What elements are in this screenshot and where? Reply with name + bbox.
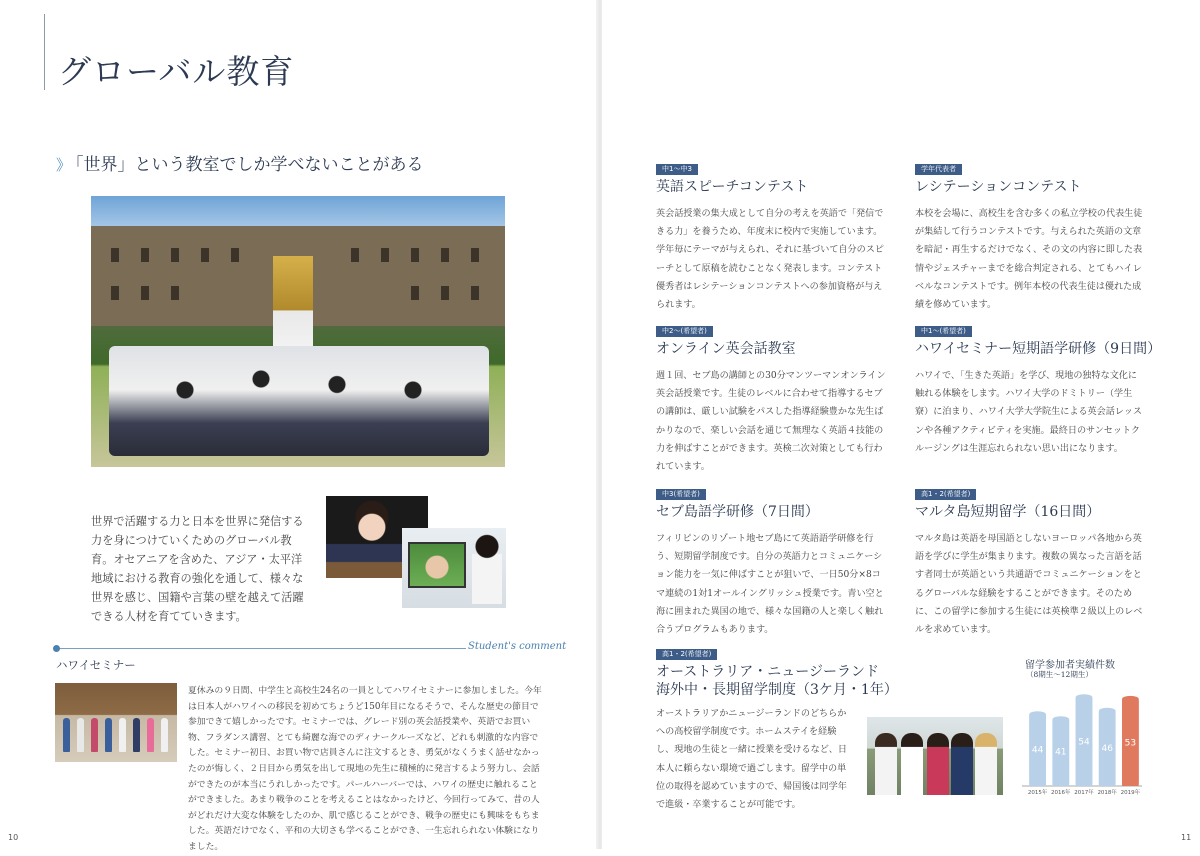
program-badge: 中1〜中3	[656, 164, 698, 175]
program-title-line2: 海外中・長期留学制度（3ケ月・1年）	[656, 682, 898, 698]
program-title: オンライン英会話教室	[656, 341, 796, 357]
section-subhead	[56, 150, 424, 175]
program-badge: 中2〜(希望者)	[656, 326, 713, 337]
chart-data-label: 53	[1124, 738, 1137, 749]
intro-paragraph: 世界で活躍する力と日本を世界に発信する力を身につけていくためのグローバル教育。オセアニアを含めた、アジア・太平洋地域における教育の強化を通して、様々な世界を感じ、国籍や言葉の壁を越えて活躍できる人材を育てていきます。	[91, 515, 304, 623]
double-chevron-icon: 》	[56, 156, 72, 174]
program-hawaii-seminar	[915, 318, 1162, 458]
photo-statue	[273, 256, 313, 346]
program-text: 本校を会場に、高校生を含む多くの私立学校の代表生徒が集結して行うコンテストです。与えられた英語の文章を暗記・再生するだけでなく、その文の内容に即した表情やジェスチャーまでを総合判定される、とてもハイレベルなコンテストです。例年本校の代表生徒は優れた成績を修めています。	[915, 209, 1143, 311]
program-badge: 高1・2(希望者)	[656, 649, 717, 660]
program-cebu-study	[656, 481, 888, 639]
program-title: オーストラリア・ニュージーランド	[656, 664, 880, 680]
program-recitation-contest	[915, 156, 1145, 314]
group-photo-hawaii	[91, 196, 505, 467]
chart-category-label: 2015年	[1027, 790, 1048, 796]
program-speech-contest	[656, 156, 888, 314]
program-badge: 中3(希望者)	[656, 489, 706, 500]
page-title: グローバル教育	[58, 52, 295, 91]
hawaii-seminar-comment: 夏休みの９日間、中学生と高校生24名の一員としてハワイセミナーに参加しました。今年は日本人がハワイへの移民を初めてちょうど150年目になるそうで、そんな歴史の節目で参加できて嬉しかったです。セミナーでは、グレード別の英会話授業や、英語でお買い物、フラダンス講習、とても綺麗な海でのディナークルーズなど、どれも刺激的な内容でした。セミナー初日、お買い物で店員さんに注文するとき、勇気がなくうまく話せなかったのが悔しく、２日目から勇気を出して現地の先生に積極的に発言するよう努力し、会話ができたのが本当にうれしかったです。パールハーバーでは、ハワイの歴史に触れることができました。あまり戦争のことを考えることはなかったけど、今回行ってみて、昔の人がどれだけ大変な体験をしたのか、肌で感じることができ、戦争の歴史にも興味をもちました。英語だけでなく、平和の大切さも学べることができ、一生忘れられない体験になりました。	[188, 686, 542, 852]
chart-title: 留学参加者実績件数	[1025, 660, 1115, 671]
student-comment-label: Student's comment	[468, 641, 567, 652]
photo-students	[109, 346, 489, 456]
program-badge: 高1・2(希望者)	[915, 489, 976, 500]
program-malta-study	[915, 481, 1145, 639]
program-text: ハワイで、「生きた英語」を学び、現地の独特な文化に触れる体験をします。ハワイ大学のドミトリー（学生寮）に泊まり、ハワイ大学大学院生による英会話レッスンや各種アクティビティを実施。最終日のサンセットクルージングは生涯忘れられない思い出になります。	[915, 371, 1142, 454]
program-text: 英会話授業の集大成として自分の考えを英語で「発信できる力」を養うため、年度末に校内で実施しています。学年毎にテーマが与えられ、それに基づいて自分のスピーチとして原稿を読むことなく発表します。コンテスト優秀者はレシテーションコンテストへの参加資格が与えられます。	[656, 209, 884, 311]
chart-data-label: 46	[1101, 743, 1113, 754]
chart-data-label: 41	[1055, 747, 1067, 758]
chart-data-label: 44	[1031, 745, 1044, 756]
page-number-right: 11	[1181, 833, 1192, 842]
hawaii-seminar-heading: ハワイセミナー	[56, 658, 136, 672]
program-text: 週１回、セブ島の講師との30分マンツーマンオンライン英会話授業です。生徒のレベルに合わせて指導するセブの講師は、厳しい試験をパスした指導経験豊かな先生ばかりなので、楽しい会話を通じて無理なく英語４技能の力を伸ばすことができます。英検二次対策としても行われています。	[656, 371, 886, 473]
chart-data-label: 54	[1078, 737, 1090, 748]
program-title: ハワイセミナー短期語学研修（9日間）	[915, 341, 1162, 357]
chart-category-label: 2019年	[1120, 790, 1141, 796]
program-title: 英語スピーチコンテスト	[656, 179, 809, 195]
program-australia-nz	[656, 641, 898, 814]
hawaii-seminar-photo	[55, 683, 177, 762]
program-text: フィリピンのリゾート地セブ島にて英語語学研修を行う、短期留学制度です。自分の英語力とコミュニケーション能力を一気に伸ばすことが狙いで、一日50分×8コマ連続の1対1オールイングリッシュ授業です。青い空と海に囲まれた異国の地で、様々な国籍の人と楽しく触れ合うプログラムもあります。	[656, 534, 884, 636]
chart-category-label: 2018年	[1097, 790, 1117, 796]
photo-student	[472, 532, 502, 604]
chart-subtitle: （8期生〜12期生）	[1026, 670, 1093, 679]
comment-divider-dot	[53, 645, 60, 652]
program-title: マルタ島短期留学（16日間）	[915, 504, 1101, 520]
program-online-english	[656, 318, 888, 476]
program-text: マルタ島は英語を母国語としないヨーロッパ各地から英語を学びに学生が集まります。複数の異なった言語を話す者同士が英語という共通語でコミュニケーションをとるグローバルな経験をすることができます。そのために、この留学に参加する生徒には英検準２級以上のレベルを求めています。	[915, 534, 1143, 636]
program-badge: 学年代表者	[915, 164, 962, 175]
program-title: セブ島語学研修（7日間）	[656, 504, 819, 520]
chart-category-label: 2016年	[1051, 790, 1071, 796]
left-page	[0, 0, 598, 852]
australia-students-photo	[867, 717, 1003, 795]
page-number-left: 10	[8, 833, 19, 842]
photo-monitor	[408, 542, 466, 588]
subhead-text: 「世界」という教室でしか学べないことがある	[75, 155, 424, 175]
chart-category-label: 2017年	[1074, 790, 1094, 796]
program-title: レシテーションコンテスト	[915, 179, 1082, 195]
participants-bar-chart	[1020, 678, 1144, 798]
program-text: オーストラリアかニュージーランドのどちらかへの高校留学制度です。ホームステイを経験し、現地の生徒と一緒に授業を受けるなど、日本人に頼らない環境で過ごします。留学中の単位の取得を認めていますので、帰国後は同学年で進級・卒業することが可能です。	[656, 709, 847, 811]
online-lesson-photo	[402, 528, 506, 608]
program-badge: 中1〜(希望者)	[915, 326, 972, 337]
title-rule	[44, 14, 45, 90]
